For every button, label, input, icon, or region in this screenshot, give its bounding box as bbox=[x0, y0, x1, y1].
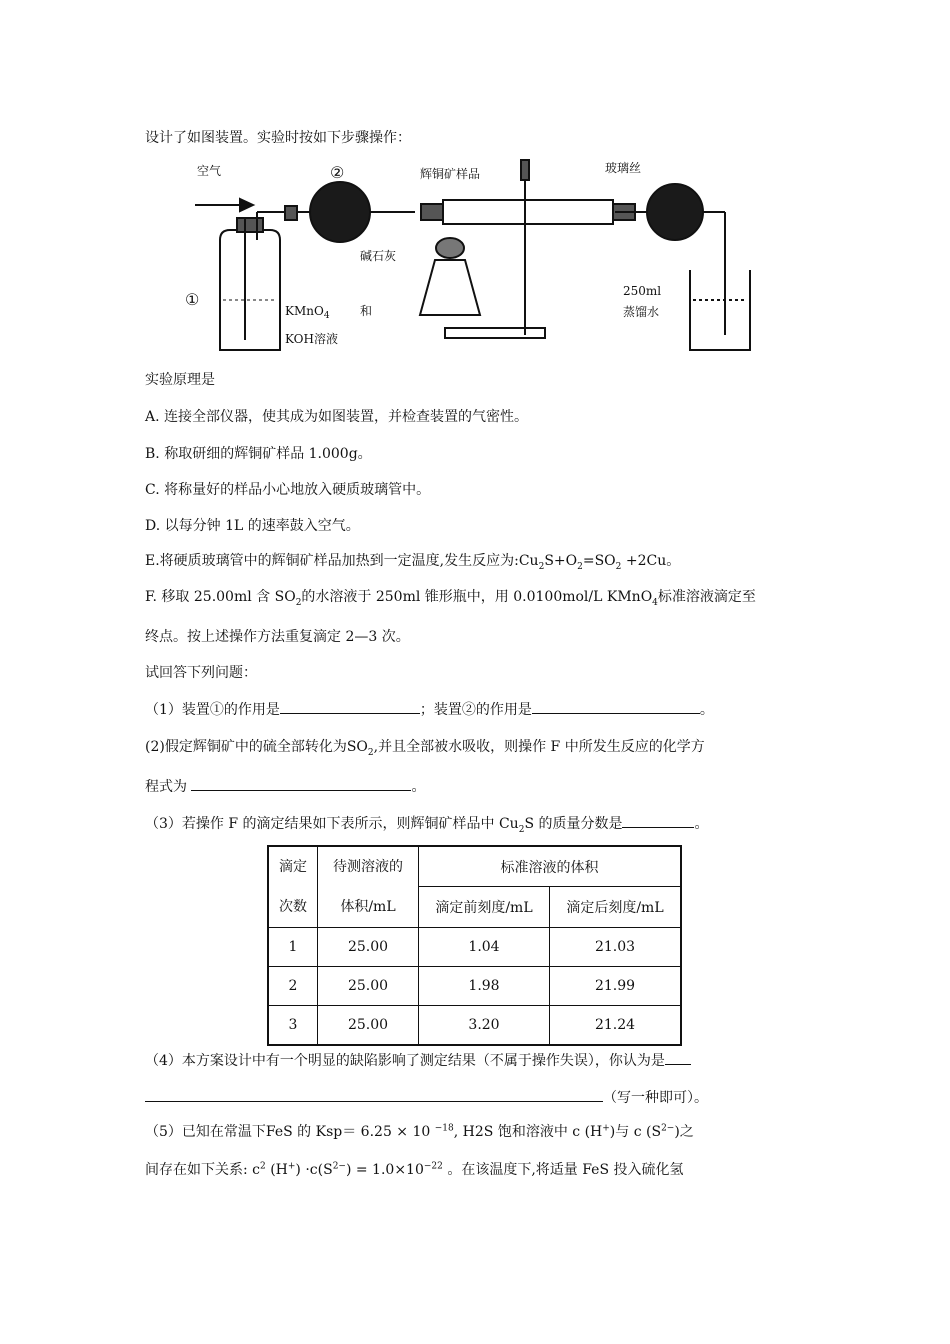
header-before: 滴定前刻度/mL bbox=[419, 887, 550, 928]
wash-bottle bbox=[220, 230, 280, 350]
sample-label: 辉铜矿样品 bbox=[420, 167, 481, 181]
glass-wool-label: 玻璃丝 bbox=[605, 161, 642, 175]
cell-count: 3 bbox=[268, 1006, 318, 1045]
cell-volume: 25.00 bbox=[318, 1006, 419, 1045]
air-label: 空气 bbox=[197, 164, 222, 178]
answer-blank[interactable] bbox=[191, 776, 411, 791]
question-2-line2: 程式为 。 bbox=[145, 776, 425, 797]
principle-text: 实验原理是 bbox=[145, 372, 215, 388]
step-f-line2: 终点。按上述操作方法重复滴定 2—3 次。 bbox=[145, 629, 410, 645]
table-row bbox=[268, 928, 681, 967]
cell-count: 2 bbox=[268, 967, 318, 1006]
header-count: 滴定 次数 bbox=[268, 846, 318, 928]
question-4: （4）本方案设计中有一个明显的缺陷影响了测定结果（不属于操作失误），你认为是 bbox=[145, 1050, 691, 1071]
questions-intro: 试回答下列问题： bbox=[145, 665, 257, 681]
cell-before: 1.04 bbox=[419, 928, 550, 967]
answer-blank[interactable] bbox=[622, 813, 694, 828]
table-row bbox=[268, 967, 681, 1006]
step-e: E.将硬质玻璃管中的辉铜矿样品加热到一定温度,发生反应为$:Cu_2S+O_2=SO_2 +2Cu$。 bbox=[145, 553, 681, 572]
intro-text: 设计了如图装置。实验时按如下步骤操作： bbox=[145, 130, 411, 146]
koh-label: KOH溶液 bbox=[285, 332, 338, 346]
header-standard: 标准溶液的体积 bbox=[419, 846, 682, 887]
label-1: ① bbox=[185, 290, 200, 309]
header-volume: 待测溶液的 体积/mL bbox=[318, 846, 419, 928]
cell-volume: 25.00 bbox=[318, 928, 419, 967]
answer-blank[interactable] bbox=[280, 699, 420, 714]
cell-after: 21.99 bbox=[550, 967, 682, 1006]
apparatus-diagram bbox=[145, 150, 755, 360]
lamp bbox=[420, 260, 480, 315]
soda-lime-label: 碱石灰 bbox=[360, 249, 397, 263]
step-a: A. 连接全部仪器，使其成为如图装置，并检查装置的气密性。 bbox=[145, 409, 529, 425]
cell-after: 21.24 bbox=[550, 1006, 682, 1045]
step-b: B. 称取研细的辉铜矿样品 1.000g。 bbox=[145, 446, 372, 462]
cell-after: 21.03 bbox=[550, 928, 682, 967]
step-d: D. 以每分钟 1L 的速率鼓入空气。 bbox=[145, 518, 360, 534]
combustion-tube bbox=[443, 200, 613, 224]
question-1: （1）装置①的作用是 ；装置②的作用是 。 bbox=[145, 699, 714, 720]
cell-volume: 25.00 bbox=[318, 967, 419, 1006]
question-4-line2: （写一种即可）。 bbox=[145, 1087, 708, 1108]
answer-blank[interactable] bbox=[665, 1050, 691, 1065]
and-label: 和 bbox=[360, 304, 373, 318]
drying-bulb bbox=[310, 182, 370, 242]
cell-before: 3.20 bbox=[419, 1006, 550, 1045]
step-f: F. 移取 25.00ml 含 $SO_2$的水溶液于 250ml 锥形瓶中，用 0.0100mol/L KMnO$_4$标准溶液滴定至 bbox=[145, 589, 756, 608]
question-5: （5）已知在常温下FeS 的 Ksp＝ 6.25 × 10 $^{-18}$, H2S 饱和溶液中 c (H+)与 c $(S^{2-})$之 bbox=[145, 1123, 694, 1140]
question-5-line2: 间存在如下关系: $c^2$ $(H^+) \cdot c(S^{2-}) = 1.0\times 10^{-22}$ 。在该温度下,将适量 FeS 投入硫化氢 bbox=[145, 1161, 684, 1178]
titration-table bbox=[267, 845, 682, 1046]
question-3: （3）若操作 F 的滴定结果如下表所示，则辉铜矿样品中 $Cu_2S$ 的质量分数是 。 bbox=[145, 813, 708, 834]
step-c: C. 将称量好的样品小心地放入硬质玻璃管中。 bbox=[145, 482, 431, 498]
glass-wool-bulb bbox=[647, 184, 703, 240]
cell-before: 1.98 bbox=[419, 967, 550, 1006]
label-2: ② bbox=[330, 163, 345, 182]
water-label: 蒸馏水 bbox=[623, 305, 660, 319]
answer-blank[interactable] bbox=[532, 699, 700, 714]
cell-count: 1 bbox=[268, 928, 318, 967]
answer-blank[interactable] bbox=[145, 1087, 603, 1102]
volume-label: 250ml bbox=[623, 284, 662, 298]
header-after: 滴定后刻度/mL bbox=[550, 887, 682, 928]
table-row bbox=[268, 1006, 681, 1045]
beaker bbox=[690, 270, 750, 350]
question-2: (2)假定辉铜矿中的硫全部转化为$SO_2$,并且全部被水吸收，则操作 F 中所发生反应的化学方 bbox=[145, 739, 705, 758]
kmno4-label: KMnO$_4$ bbox=[285, 304, 330, 321]
